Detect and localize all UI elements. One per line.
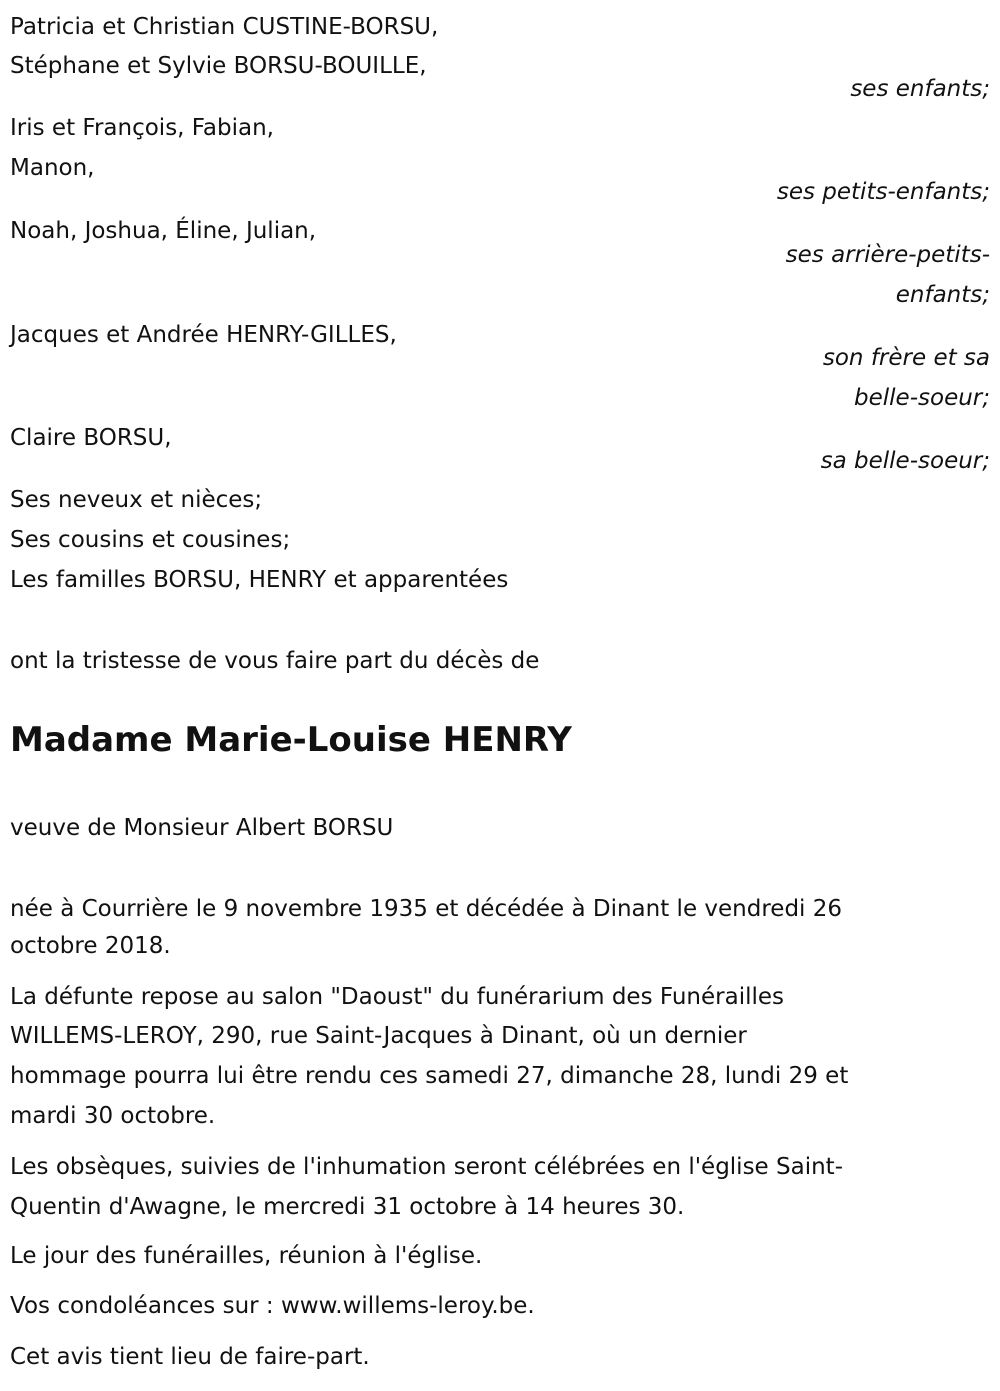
- brother-role: son frère et sa: [822, 345, 990, 371]
- announcement: ont la tristesse de vous faire part du décès de: [10, 648, 540, 674]
- brother-role: belle-soeur;: [854, 385, 990, 411]
- widow-of: veuve de Monsieur Albert BORSU: [10, 815, 394, 841]
- funeral-line: Les obsèques, suivies de l'inhumation seront célébrées en l'église Saint-: [10, 1154, 843, 1180]
- birth-death-line: née à Courrière le 9 novembre 1935 et décédée à Dinant le vendredi 26: [10, 896, 843, 922]
- deceased-name: Madame Marie-Louise HENRY: [10, 720, 572, 760]
- brother-line: Jacques et Andrée HENRY-GILLES,: [10, 322, 397, 348]
- great-grandchildren-role: enfants;: [895, 282, 990, 308]
- viewing-line: mardi 30 octobre.: [10, 1103, 216, 1129]
- children-line: Patricia et Christian CUSTINE-BORSU,: [10, 14, 439, 40]
- grandchildren-role: ses petits-enfants;: [776, 179, 990, 205]
- sister-in-law-line: Claire BORSU,: [10, 425, 172, 451]
- grandchildren-line: Iris et François, Fabian,: [10, 115, 274, 141]
- birth-death-line: octobre 2018.: [10, 933, 171, 959]
- great-grandchildren-role: ses arrière-petits-: [785, 242, 990, 268]
- great-grandchildren-line: Noah, Joshua, Éline, Julian,: [10, 218, 317, 244]
- meeting-line: Le jour des funérailles, réunion à l'église.: [10, 1243, 483, 1269]
- sister-in-law-role: sa belle-soeur;: [820, 448, 990, 474]
- notice-line: Cet avis tient lieu de faire-part.: [10, 1344, 370, 1370]
- children-role: ses enfants;: [850, 76, 990, 102]
- others-line: Ses cousins et cousines;: [10, 527, 291, 553]
- funeral-line: Quentin d'Awagne, le mercredi 31 octobre à 14 heures 30.: [10, 1194, 685, 1220]
- others-line: Ses neveux et nièces;: [10, 487, 263, 513]
- viewing-line: WILLEMS-LEROY, 290, rue Saint-Jacques à Dinant, où un dernier: [10, 1023, 747, 1049]
- viewing-line: hommage pourra lui être rendu ces samedi 27, dimanche 28, lundi 29 et: [10, 1063, 849, 1089]
- children-line: Stéphane et Sylvie BORSU-BOUILLE,: [10, 53, 427, 79]
- condolences-line: Vos condoléances sur : www.willems-leroy.be.: [10, 1293, 535, 1319]
- others-line: Les familles BORSU, HENRY et apparentées: [10, 567, 509, 593]
- viewing-line: La défunte repose au salon "Daoust" du funérarium des Funérailles: [10, 984, 785, 1010]
- grandchildren-line: Manon,: [10, 155, 95, 181]
